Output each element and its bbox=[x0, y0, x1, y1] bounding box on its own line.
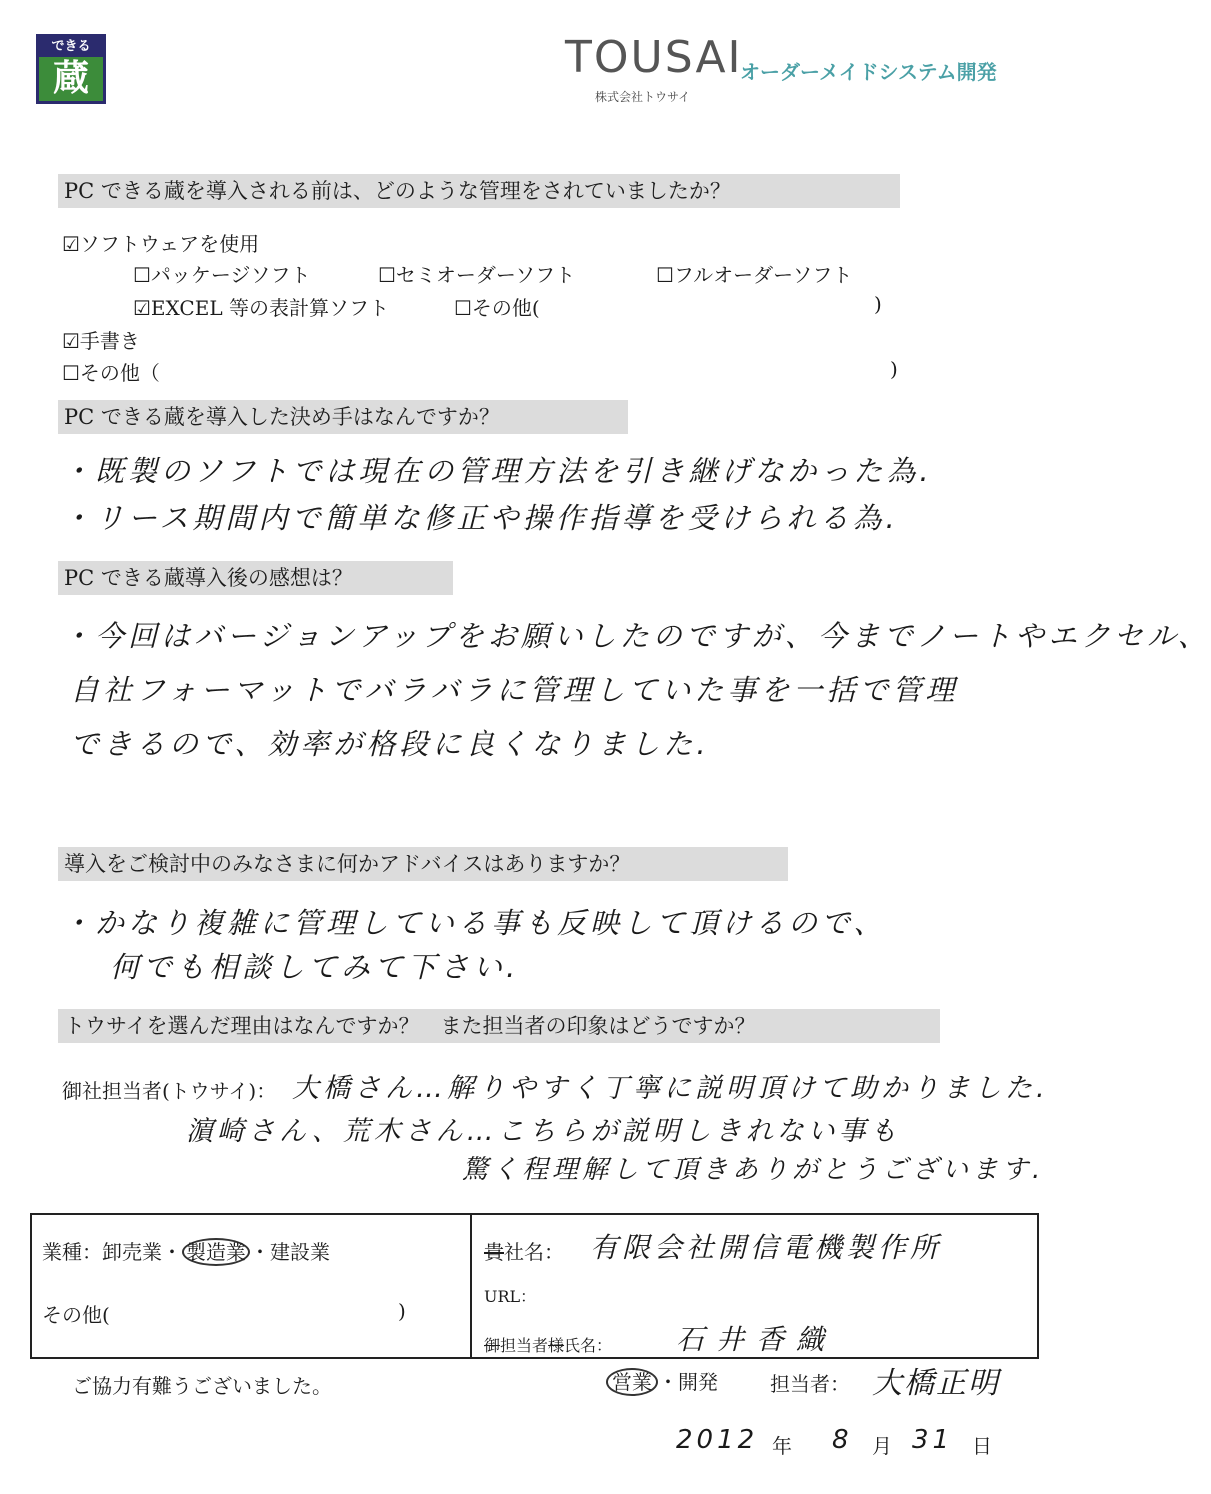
department-field bbox=[606, 1366, 718, 1395]
company-label: 社名： bbox=[504, 1240, 564, 1264]
answer-3-line-2: 自社フォーマットでバラバラに管理していた事を一括で管理 bbox=[70, 673, 959, 707]
answer-4-line-2: 何でも相談してみて下さい. bbox=[110, 950, 520, 984]
contact-prefix: 御 bbox=[484, 1336, 501, 1355]
brand-name: TOUSAI bbox=[565, 32, 743, 83]
date-day-value: 31 bbox=[912, 1425, 954, 1455]
answer-5-line-2: 濵崎さん、荒木さん…こちらが説明しきれない事も bbox=[186, 1116, 901, 1147]
date-month-value: 8 bbox=[832, 1425, 853, 1455]
company-prefix: 貴 bbox=[484, 1240, 504, 1264]
thanks-text: ご協力有難うございました。 bbox=[72, 1374, 332, 1398]
contact-label-2: 氏名： bbox=[564, 1336, 613, 1355]
option-software-other[interactable]: ☐その他( bbox=[454, 296, 540, 320]
rep-name-label: 担当者： bbox=[770, 1372, 850, 1396]
logo-main-text: 蔵 bbox=[39, 57, 103, 101]
industry-manufacturing[interactable]: 製造業 bbox=[182, 1238, 250, 1266]
option-handwriting[interactable]: ☑手書き bbox=[62, 329, 140, 353]
rep-name-value: 大橋正明 bbox=[872, 1366, 1000, 1401]
answer-3-line-1: ・今回はバージョンアップをお願いしたのですが、今までノートやエクセル、 bbox=[62, 619, 1211, 653]
url-label: URL： bbox=[484, 1287, 537, 1306]
option-other[interactable]: ☐その他（ bbox=[62, 361, 160, 385]
date-year-value: 2012 bbox=[676, 1425, 759, 1455]
industry-wholesale[interactable]: 卸売業・ bbox=[102, 1240, 182, 1264]
brand-company: 株式会社トウサイ bbox=[595, 90, 691, 104]
date-month-label: 月 bbox=[872, 1434, 892, 1458]
option-software[interactable]: ☑ソフトウェアを使用 bbox=[62, 232, 260, 256]
logo-top-text: できる bbox=[39, 37, 103, 57]
industry-other-close: ) bbox=[398, 1299, 406, 1323]
option-excel[interactable]: ☑EXCEL 等の表計算ソフト bbox=[133, 296, 389, 320]
contact-label: 担当者 bbox=[500, 1336, 549, 1355]
contact-honorific: 様 bbox=[548, 1336, 565, 1355]
answer-2-line-1: ・既製のソフトでは現在の管理方法を引き継げなかった為. bbox=[62, 454, 933, 488]
company-field bbox=[484, 1236, 564, 1265]
info-box-divider bbox=[470, 1213, 472, 1359]
option-full-order-software[interactable]: ☐フルオーダーソフト bbox=[656, 263, 853, 287]
answer-5-line-1: 大橋さん…解りやすく丁寧に説明頂けて助かりました. bbox=[292, 1073, 1049, 1104]
question-5: トウサイを選んだ理由はなんですか？ また担当者の印象はどうですか？ bbox=[58, 1009, 940, 1043]
rep-label: 御社担当者(トウサイ)： bbox=[62, 1079, 277, 1103]
answer-5-line-3: 驚く程理解して頂きありがとうございます. bbox=[462, 1155, 1045, 1185]
answer-4-line-1: ・かなり複雑に管理している事も反映して頂けるので、 bbox=[62, 906, 887, 940]
industry-other-label: その他( bbox=[42, 1303, 110, 1327]
option-other-close: ) bbox=[890, 357, 898, 381]
department-dev[interactable]: ・開発 bbox=[658, 1370, 718, 1394]
question-2: PC できる蔵を導入した決め手はなんですか？ bbox=[58, 400, 628, 434]
option-package-software[interactable]: ☐パッケージソフト bbox=[133, 263, 311, 287]
contact-value: 石井香織 bbox=[676, 1323, 837, 1356]
question-1: PC できる蔵を導入される前は、どのような管理をされていましたか？ bbox=[58, 174, 900, 208]
answer-3-line-3: できるので、効率が格段に良くなりました. bbox=[70, 727, 710, 761]
dekiru-kura-logo bbox=[36, 34, 106, 104]
brand-subtitle: オーダーメイドシステム開発 bbox=[740, 60, 997, 84]
option-semi-order-software[interactable]: ☐セミオーダーソフト bbox=[378, 263, 576, 287]
answer-2-line-2: ・リース期間内で簡単な修正や操作指導を受けられる為. bbox=[62, 501, 899, 535]
date-year-label: 年 bbox=[772, 1434, 792, 1458]
department-sales[interactable]: 営業 bbox=[606, 1368, 658, 1396]
option-software-other-close: ) bbox=[874, 292, 882, 316]
contact-field bbox=[484, 1333, 612, 1356]
industry-construction[interactable]: ・建設業 bbox=[250, 1240, 330, 1264]
company-value: 有限会社開信電機製作所 bbox=[590, 1231, 943, 1264]
industry-label: 業種： bbox=[42, 1240, 102, 1264]
date-day-label: 日 bbox=[972, 1434, 992, 1458]
industry-field bbox=[42, 1236, 330, 1265]
question-4: 導入をご検討中のみなさまに何かアドバイスはありますか？ bbox=[58, 847, 788, 881]
question-3: PC できる蔵導入後の感想は？ bbox=[58, 561, 453, 595]
